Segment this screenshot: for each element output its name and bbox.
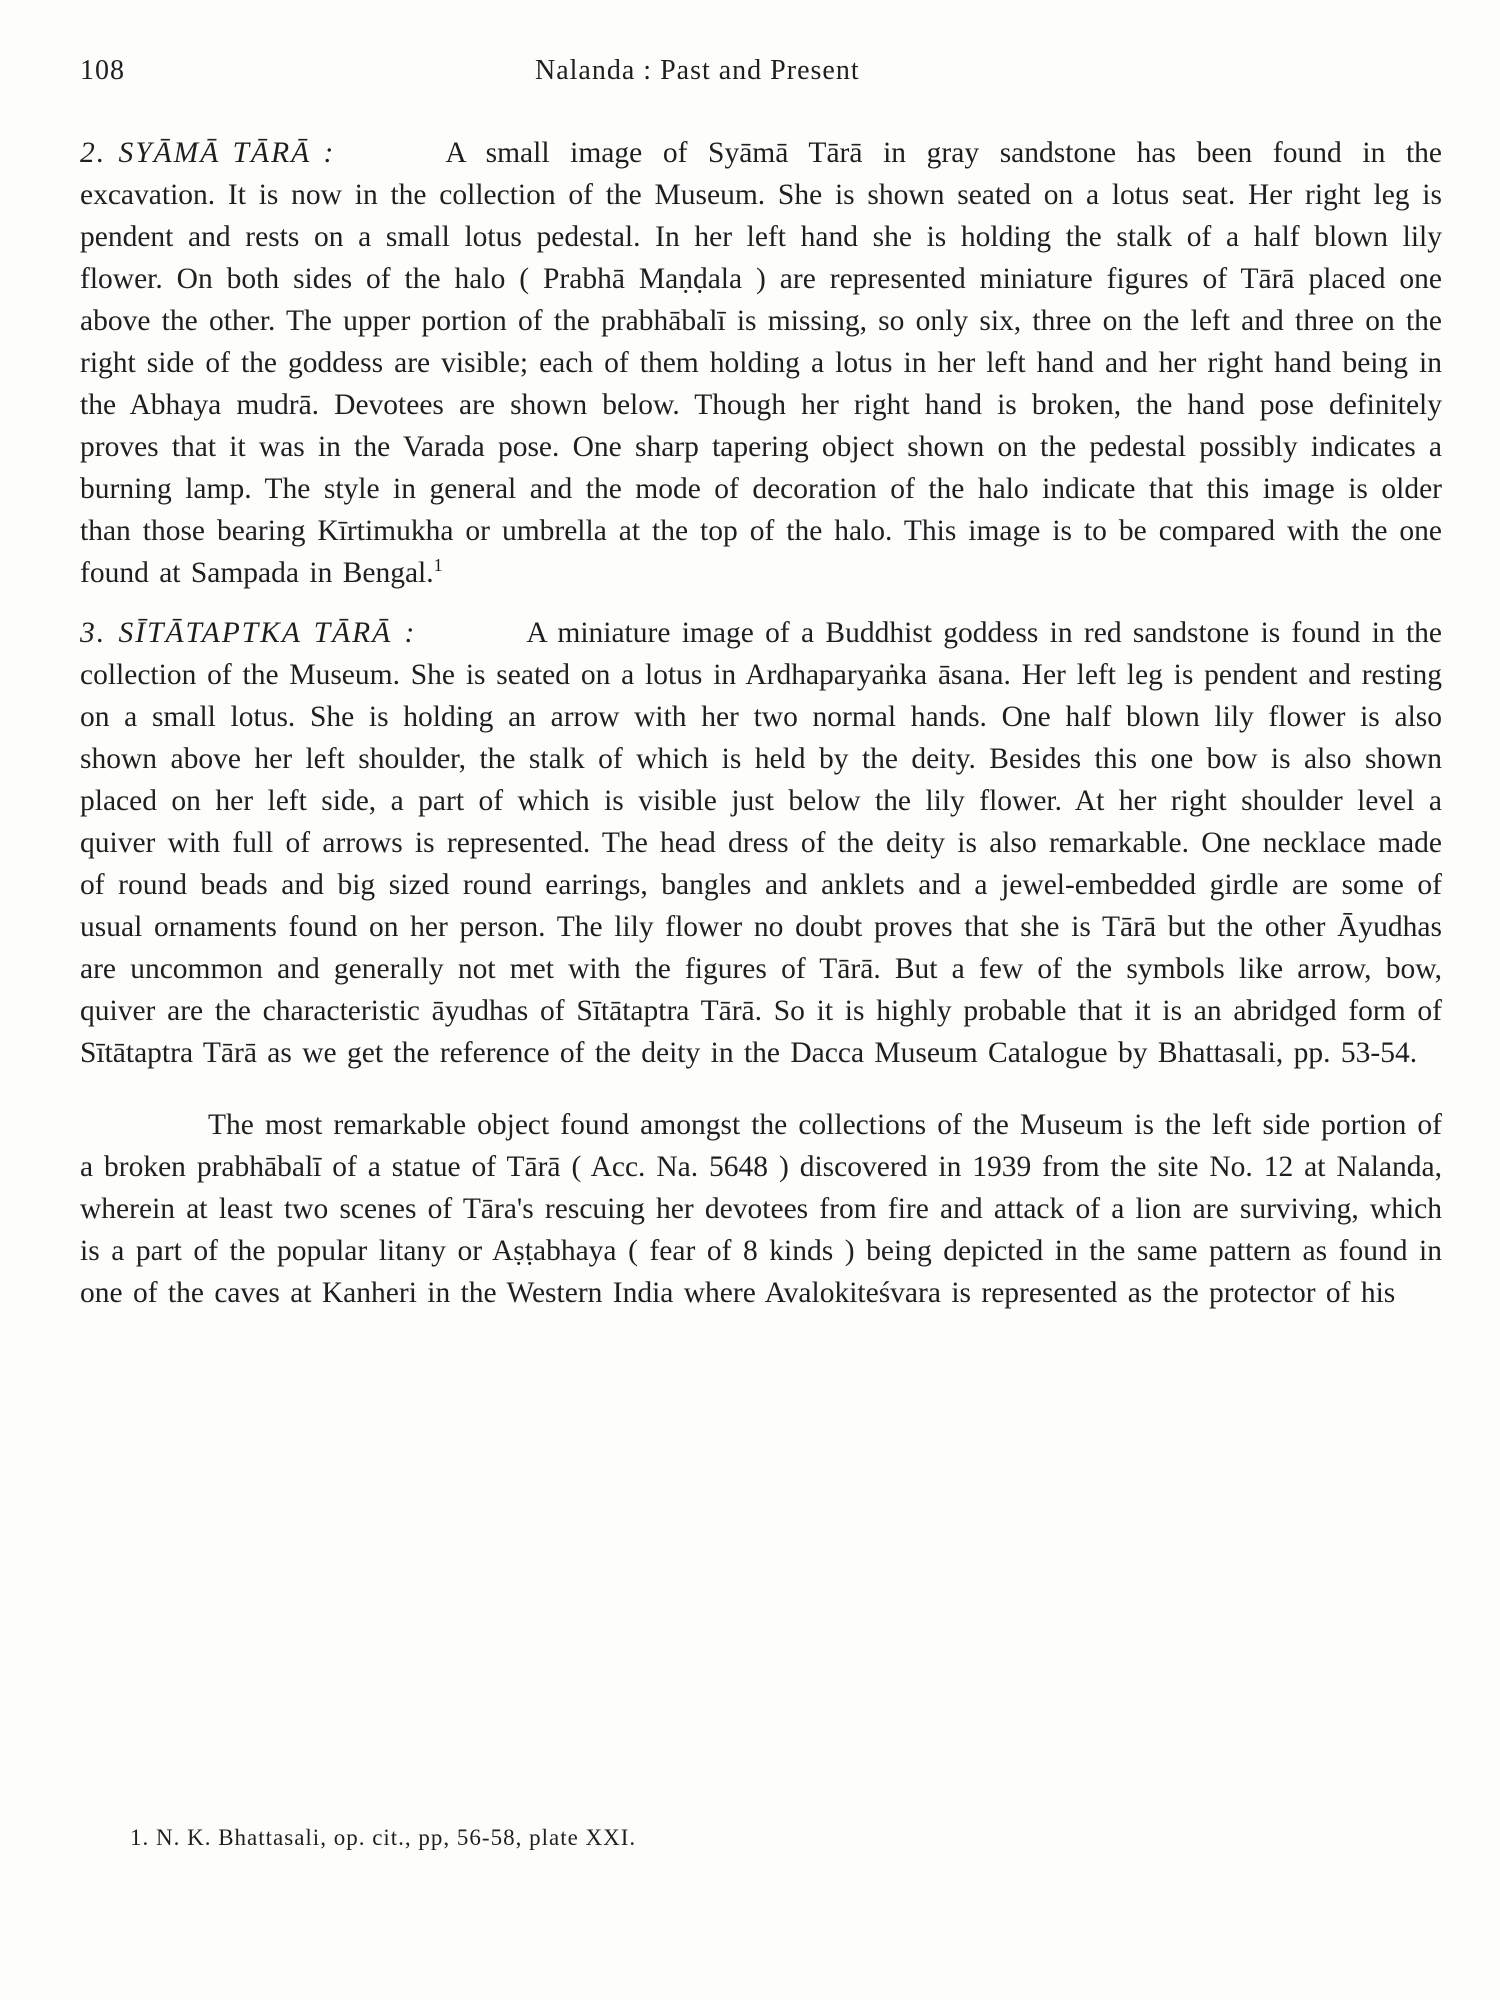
- entry-text: A small image of Syāmā Tārā in gray sandstone has been found in the excavation. It is now in the collection of the Museum. She is shown seated on a lotus seat. Her right leg is pendent and rests on a small lotus pedestal. In her left hand she is holding the stalk of a half blown lily flower. On both sides of the halo ( Prabhā Maṇḍala ) are represented miniature figures of Tārā placed one above the other. The upper portion of the prabhābalī is missing, so only six, three on the left and three on the right side of the goddess are visible; each of them holding a lotus in her left hand and her right hand being in the Abhaya mudrā. Devotees are shown below. Though her right hand is broken, the hand pose definitely proves that it was in the Varada pose. One sharp tapering object shown on the pedestal possibly indicates a burning lamp. The style in general and the mode of decoration of the halo indicate that this image is older than those bearing Kīrtimukha or umbrella at the top of the halo. This image is to be compared with the one found at Sampada in Bengal.: [80, 137, 1442, 589]
- page-number: 108: [80, 55, 125, 86]
- entry-syama-tara: [80, 132, 1442, 594]
- entry-sitataptka-tara: [80, 612, 1442, 1074]
- entry-heading: 3. SĪTĀTAPTKA TĀRĀ :: [80, 617, 417, 649]
- running-title: Nalanda : Past and Present: [535, 55, 860, 86]
- running-header: [80, 55, 1450, 95]
- footnote: 1. N. K. Bhattasali, op. cit., pp, 56-58, plate XXI.: [130, 1825, 637, 1850]
- entry-heading: 2. SYĀMĀ TĀRĀ :: [80, 137, 336, 169]
- footnote-reference: 1: [433, 555, 443, 576]
- body-text: [80, 132, 1442, 1314]
- body-paragraph: The most remarkable object found amongst the collections of the Museum is the left side portion of a broken prabhābalī of a statue of Tārā ( Acc. Na. 5648 ) discovered in 1939 from the site No. 12 at Nalanda, wherein at least two scenes of Tāra's rescuing her devotees from fire and attack of a lion are surviving, which is a part of the popular litany or Aṣṭabhaya ( fear of 8 kinds ) being depicted in the same pattern as found in one of the caves at Kanheri in the Western India where Avalokiteśvara is represented as the protector of his: [80, 1109, 1442, 1309]
- entry-text: A miniature image of a Buddhist goddess in red sandstone is found in the collection of the Museum. She is seated on a lotus in Ardhaparyaṅka āsana. Her left leg is pendent and resting on a small lotus. She is holding an arrow with her two normal hands. One half blown lily flower is also shown above her left shoulder, the stalk of which is held by the deity. Besides this one bow is also shown placed on her left side, a part of which is visible just below the lily flower. At her right shoulder level a quiver with full of arrows is represented. The head dress of the deity is also remarkable. One necklace made of round beads and big sized round earrings, bangles and anklets and a jewel-embedded girdle are some of usual ornaments found on her person. The lily flower no doubt proves that she is Tārā but the other Āyudhas are uncommon and generally not met with the figures of Tārā. But a few of the symbols like arrow, bow, quiver are the characteristic āyudhas of Sītātaptra Tārā. So it is highly probable that it is an abridged form of Sītātaptra Tārā as we get the reference of the deity in the Dacca Museum Catalogue by Bhattasali, pp. 53-54.: [80, 617, 1442, 1069]
